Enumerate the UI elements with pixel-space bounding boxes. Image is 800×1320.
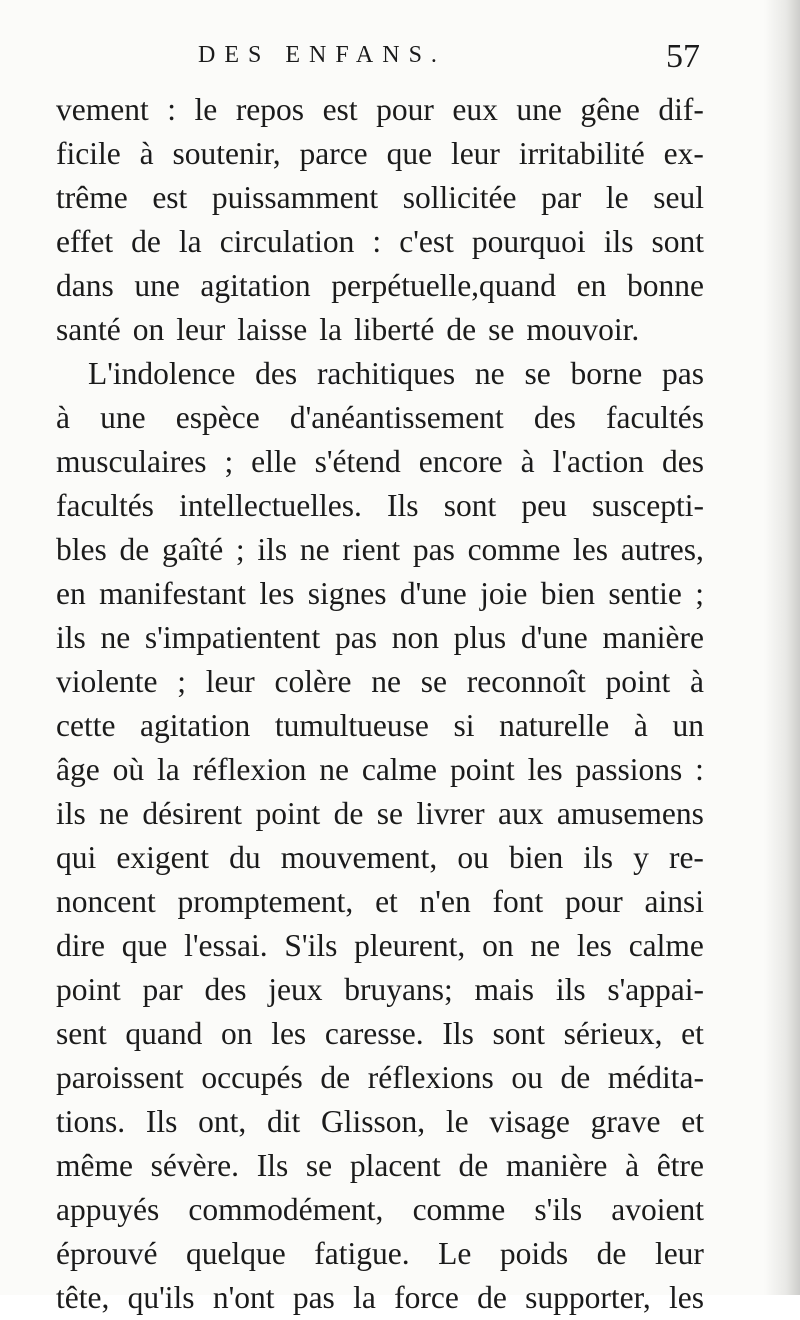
word: Ils [387,488,419,523]
text-line [56,308,704,352]
word: ; [235,532,245,567]
word: ; [695,576,704,611]
word: tête, [56,1280,110,1315]
word: liberté [353,312,435,347]
word: âge [56,752,100,787]
word: suscepti- [591,488,704,523]
word: puissamment [211,180,379,215]
word: dire [56,928,105,963]
word: borne [570,356,643,391]
word: réflexions [367,1060,494,1095]
word: Ils [256,1148,289,1183]
text-line [56,1276,704,1320]
word: commodément, [188,1192,384,1227]
word: y [633,840,649,875]
word: Glisson, [320,1104,426,1139]
word: cette [56,708,116,743]
word: ne [371,664,401,699]
word: de [446,312,477,347]
word: les [573,532,609,567]
word: parce [299,136,368,171]
word: s'étend [314,444,401,479]
word: bruyans; [344,972,453,1007]
word: sérieux, [563,1016,663,1051]
word: l'essai. [184,928,268,963]
word: effet [56,224,114,259]
word: comme [467,532,561,567]
word: c'est [399,224,454,259]
word: : [372,224,382,259]
word: une [516,92,562,127]
word: ont, [198,1104,247,1139]
word: appuyés [56,1192,160,1227]
word: de [131,224,161,259]
word: laisse [237,312,308,347]
word: de [458,1148,489,1183]
page-number: 57 [666,38,700,75]
word: que [121,928,168,963]
word: dif- [658,92,704,127]
word: et [681,1016,704,1051]
text-line [56,352,704,396]
word: si [453,708,475,743]
word: ne [299,532,330,567]
word: seul [653,180,704,215]
word: où [112,752,145,787]
word: vement [56,92,149,127]
word: manifestant [99,576,247,611]
word: ou [457,840,489,875]
text-line [56,484,704,528]
word: les [668,1280,704,1315]
word: des [255,356,298,391]
word: à [633,708,648,743]
word: fatigue. [314,1236,410,1271]
word: sont [443,488,497,523]
text-line [56,1056,704,1100]
word: se [376,796,403,831]
word: mouvoir. [526,312,640,347]
word: leur [450,136,500,171]
word: repos [235,92,305,127]
text-line [56,220,704,264]
word: noncent [56,884,156,919]
text-line [56,572,704,616]
word: ils [257,532,288,567]
word: re- [668,840,704,875]
word: quand [125,1016,203,1051]
text-line [56,660,704,704]
word: ils [555,972,586,1007]
word: santé [56,312,121,347]
word: livrer [416,796,485,831]
word: à [625,1148,640,1183]
word: leur [654,1236,704,1271]
text-line [56,264,704,308]
word: ne [100,620,131,655]
word: facultés [606,400,704,435]
word: pour [376,92,434,127]
word: ne [474,356,505,391]
word: on [221,1016,253,1051]
text-line [56,924,704,968]
word: dit [266,1104,301,1139]
word: gêne [580,92,640,127]
text-line [56,704,704,748]
word: manière [505,1148,608,1183]
word: qui [56,840,97,875]
word: ne [530,928,561,963]
word: calme [628,928,704,963]
text-line [56,616,704,660]
word: plus [453,620,507,655]
word: par [142,972,183,1007]
word: à [520,444,535,479]
word: pourquoi [471,224,586,259]
word: on [482,928,514,963]
word: S'ils [284,928,338,963]
word: médita- [607,1060,704,1095]
word: sent [56,1016,107,1051]
word: le [194,92,218,127]
text-line [56,792,704,836]
word: agitation [200,268,311,303]
text-line [56,968,704,1012]
word: de [320,1060,351,1095]
word: une [100,400,146,435]
word: joie [480,576,528,611]
word: de [560,1060,591,1095]
word: supporter, [525,1280,651,1315]
word: réflexion [192,752,307,787]
word: s'ils [534,1192,583,1227]
word: passions [575,752,683,787]
word: sévère. [150,1148,239,1183]
text-line [56,88,704,132]
word: leur [176,312,226,347]
word: pas [412,532,455,567]
word: des [533,400,576,435]
word: poids [499,1236,569,1271]
word: comme [412,1192,506,1227]
word: ils [583,840,614,875]
word: mais [474,972,535,1007]
word: ficile [56,136,121,171]
word: reconnoît [466,664,586,699]
word: des [661,444,704,479]
word: Ils [442,1016,474,1051]
word: pas [661,356,704,391]
word: point [449,752,515,787]
word: de [119,532,150,567]
word: colère [274,664,352,699]
word: font [492,884,544,919]
word: trême [56,180,128,215]
word: d'une [520,620,588,655]
text-line [56,1012,704,1056]
word: bien [540,576,595,611]
text-line [56,1144,704,1188]
word: la [319,312,342,347]
word: visage [489,1104,570,1139]
word: musculaires [56,444,207,479]
word: la [353,1280,376,1315]
word: mouvement, [280,840,438,875]
word: : [695,752,704,787]
word: exigent [116,840,210,875]
word: tumultueuse [274,708,429,743]
word: point [605,664,671,699]
word: pas [335,620,377,655]
word: elle [251,444,297,479]
text-line [56,1188,704,1232]
word: et [681,1104,704,1139]
word: un [672,708,704,743]
word: naturelle [499,708,610,743]
word: se [420,664,447,699]
word: pour [564,884,623,919]
body-text [56,88,704,1320]
word: Le [438,1236,472,1271]
word: des [204,972,247,1007]
word: se [305,1148,333,1183]
word: jeux [268,972,323,1007]
word: est [322,92,358,127]
word: eux [452,92,498,127]
text-line [56,176,704,220]
word: occupés [201,1060,303,1095]
word: ; [224,444,234,479]
word: la [178,224,202,259]
text-line [56,528,704,572]
word: aux [498,796,544,831]
word: sollicitée [402,180,517,215]
word: de [596,1236,627,1271]
word: pas [292,1280,335,1315]
word: du [229,840,261,875]
word: sont [492,1016,545,1051]
word: facultés [56,488,154,523]
word: les [527,752,563,787]
word: quelque [185,1236,286,1271]
word: bien [508,840,564,875]
word: s'appai- [607,972,704,1007]
word: les [271,1016,307,1051]
word: les [576,928,612,963]
word: rient [342,532,401,567]
word: bles [56,532,107,567]
word: promptement, [177,884,354,919]
word: de [477,1280,507,1315]
word: point [255,796,321,831]
word: n'ont [212,1280,275,1315]
word: encore [418,444,503,479]
word: ils [56,796,86,831]
word: se [488,312,515,347]
word: le [605,180,629,215]
word: autres, [620,532,704,567]
word: Ils [145,1104,178,1139]
word: désirent [142,796,243,831]
word: ex- [663,136,704,171]
word: que [386,136,433,171]
word: ainsi [644,884,704,919]
running-head: DES ENFANS. [198,42,446,68]
word: circulation [219,224,355,259]
text-line [56,880,704,924]
word: calme [361,752,438,787]
word: tions. [56,1104,126,1139]
word: même [56,1148,133,1183]
word: peu [521,488,567,523]
word: d'une [399,576,467,611]
word: bonne [626,268,704,303]
word: en [56,576,86,611]
word: n'en [419,884,471,919]
word: par [541,180,582,215]
word: s'impatientent [144,620,321,655]
word: agitation [140,708,251,743]
word: avoient [611,1192,704,1227]
page-edge-shadow [764,0,800,1295]
word: perpétuelle,quand [331,268,557,303]
word: placent [349,1148,441,1183]
text-line [56,836,704,880]
word: pleurent, [354,928,466,963]
word: à [139,136,154,171]
word: signes [307,576,387,611]
word: à [56,400,70,435]
word: manière [602,620,704,655]
word: paroissent [56,1060,184,1095]
word: les [259,576,295,611]
word: et [375,884,398,919]
word: gaîté [161,532,224,567]
word: on [132,312,165,347]
word: L'indolence [88,356,236,391]
word: le [445,1104,469,1139]
word: espèce [175,400,260,435]
word: grave [590,1104,661,1139]
word: : [167,92,177,127]
word: dans [56,268,114,303]
word: l'action [552,444,644,479]
word: une [134,268,180,303]
page-header [60,38,700,88]
text-line [56,1100,704,1144]
word: la [157,752,180,787]
word: sont [651,224,704,259]
word: de [333,796,364,831]
word: irritabilité [518,136,645,171]
word: soutenir, [172,136,281,171]
word: éprouvé [56,1236,158,1271]
word: force [394,1280,459,1315]
word: se [524,356,551,391]
word: intellectuelles. [179,488,362,523]
word: point [56,972,121,1007]
word: est [152,180,188,215]
word: d'anéantissement [289,400,504,435]
word: à [690,664,704,699]
word: rachitiques [316,356,456,391]
text-line [56,1232,704,1276]
word: non [391,620,439,655]
word: en [576,268,607,303]
word: ne [319,752,349,787]
text-line [56,748,704,792]
word: violente [56,664,158,699]
word: leur [205,664,255,699]
word: ne [99,796,129,831]
word: ou [511,1060,543,1095]
word: ; [177,664,186,699]
word: amusemens [556,796,704,831]
word: sentie [608,576,682,611]
text-line [56,440,704,484]
word: ils [603,224,634,259]
word: caresse. [324,1016,424,1051]
word: ils [56,620,86,655]
word: être [656,1148,704,1183]
word: qu'ils [127,1280,195,1315]
text-line [56,132,704,176]
text-line [56,396,704,440]
